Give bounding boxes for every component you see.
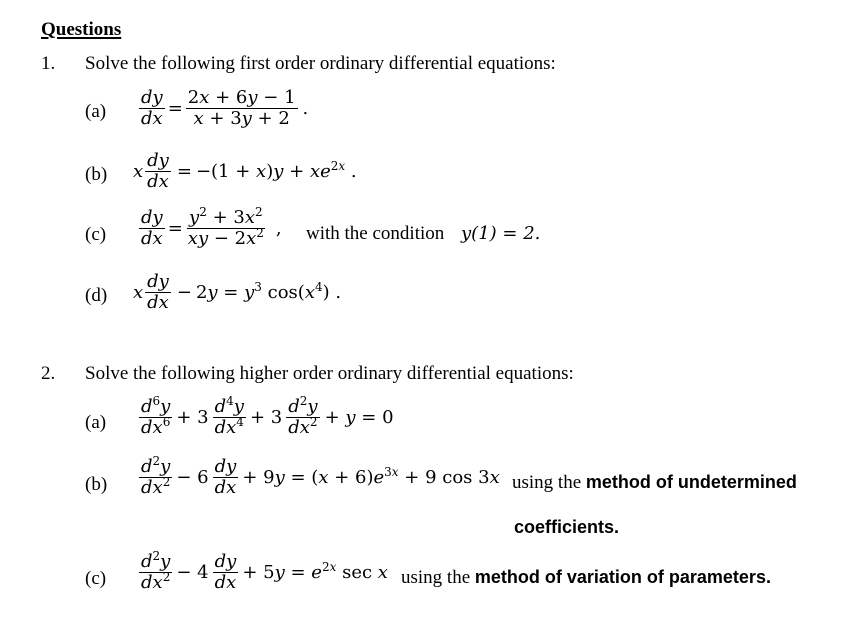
q1-d-equation: x $\frac{dy}{dx}$ − $2y = y^3$ $\cos(x^4)$ .	[133, 271, 342, 313]
q2-b-method-continued: coefficients.	[514, 517, 620, 537]
page-heading: Questions	[41, 19, 122, 40]
q1-d-label: (d)	[85, 285, 108, 306]
q2-a-equation: $\frac{d^6y}{dx^6}$ + 3 $\frac{d^4y}{dx^4}$ + 3 $\frac{d^2y}{dx^2}$ + y = 0	[141, 394, 394, 438]
q1-c-initial-condition	[461, 223, 540, 244]
q2-b-label: (b)	[85, 474, 108, 495]
question-1-number: 1.	[41, 53, 56, 74]
question-2-number: 2.	[41, 363, 56, 384]
q1-c-condition: with the condition	[306, 223, 445, 244]
q2-c-using-text: using the	[401, 567, 471, 588]
q1-a-equation: $\frac{dy}{dx}$ = $\frac{2x + 6y - 1}{x + 3y + 2}$ .	[141, 87, 309, 129]
q2-b-method-name: method of undetermined	[585, 472, 797, 492]
question-2-text: Solve the following higher order ordinary differential equations:	[85, 363, 574, 384]
q2-c-label: (c)	[85, 568, 107, 589]
q2-c-equation: $\frac{d^2y}{dx^2}$ − 4 $\frac{dy}{dx}$ + $5y = e^{2x}$ sec x	[141, 549, 388, 593]
question-1-text: Solve the following first order ordinary differential equations:	[85, 53, 556, 74]
q2-c-method-name: method of variation of parameters.	[474, 567, 771, 587]
q2-b-equation: $\frac{d^2y}{dx^2}$ − 6 $\frac{dy}{dx}$ + $9y = (x + 6)e^{3x} + 9$ cos 3x	[141, 454, 500, 498]
q2-b-using-text: using the	[512, 472, 582, 493]
q2-b-method	[512, 472, 797, 494]
q1-c-equation: $\frac{dy}{dx}$ = $\frac{y^2 + 3x^2}{xy - 2x^2}$ ,	[141, 205, 282, 249]
q1-c-label: (c)	[85, 224, 107, 245]
q1-b-equation: x $\frac{dy}{dx}$ = $-(1 + x)y + xe^{2x}$ .	[133, 150, 357, 192]
q2-a-label: (a)	[85, 412, 107, 433]
q1-c-initial-text: y(1) = 2.	[461, 223, 541, 244]
q2-c-method	[401, 567, 771, 589]
q1-a-label: (a)	[85, 101, 107, 122]
q1-b-label: (b)	[85, 164, 108, 185]
